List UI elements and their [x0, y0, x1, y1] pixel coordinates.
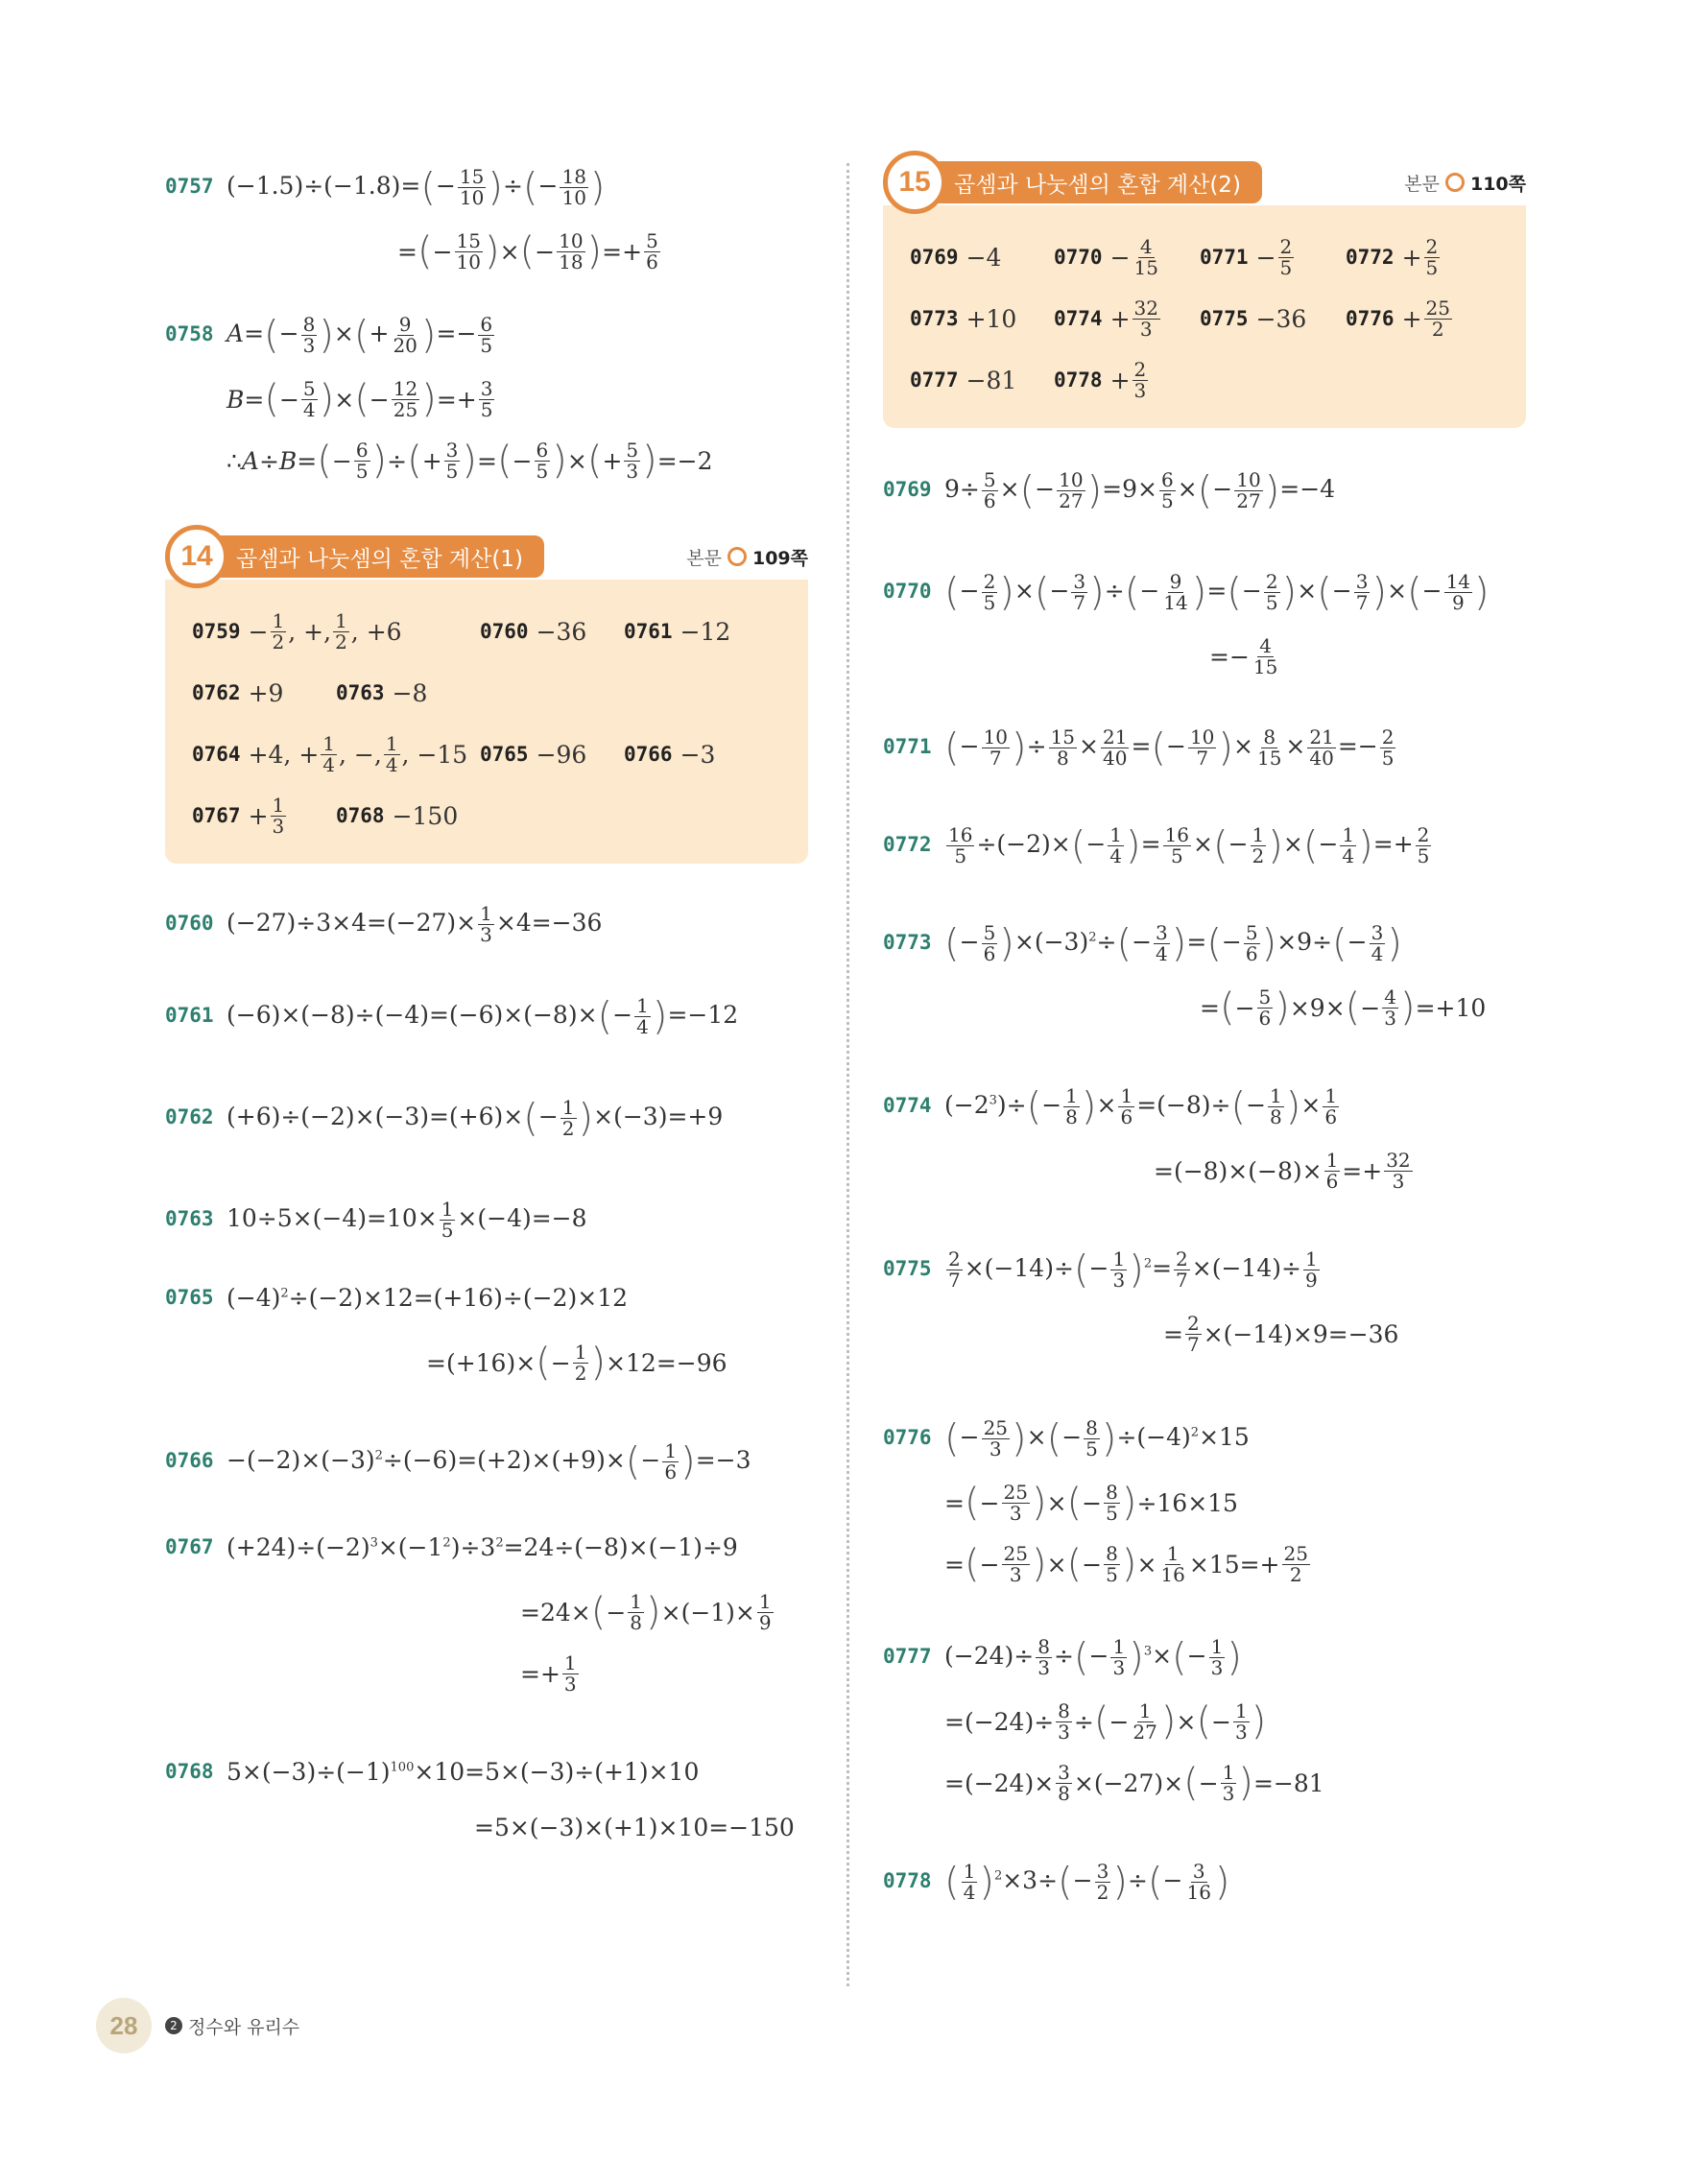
page-footer — [96, 1998, 299, 2053]
section-title: 곱셈과 나눗셈의 혼합 계산(1) — [211, 535, 544, 578]
solution-0767: 0767 $(+24)\div(-2)^3\times(-1^2)\div 3^2=24\div(-8)\times(-1)\div 9$ — [165, 1533, 738, 1561]
solution-0761: 0761 (−6)×(−8)÷(−4)=(−6)×(−8)×(− $\frac{1}{4}$ )=−12 — [165, 993, 739, 1038]
solution-0758: 0758 A=(− $\frac{8}{3}$ )×(+ $\frac{9}{20}$ )=− $\frac{6}{5}$ — [165, 312, 493, 357]
solution-0763: 0763 10÷5×(−4)=10× $\frac{1}{5}$ ×(−4)=−8 — [165, 1197, 587, 1242]
chapter-label: 2 정수와 유리수 — [165, 2013, 299, 2039]
arrow-circle-icon — [727, 547, 747, 566]
solution-0773: 0773 (− $\frac{5}{6}$ )$\times(-3)^2\div(-$ $\frac{3}{4}$ )=(− $\frac{5}{6}$ )×9÷(− $\frac{3}{4}$ ) — [883, 920, 1402, 965]
solution-0774: 0774 $(-2^3)\div(-$ $\frac{1}{8}$ )× $\frac{1}{6}$ =(−8)÷(− $\frac{1}{8}$ )× $\frac{1}{6}$ — [883, 1083, 1338, 1128]
section-number: 14 — [165, 525, 228, 588]
solution-0769: 0769 9÷ $\frac{5}{6}$ ×(− $\frac{10}{27}$ )=9× $\frac{6}{5}$ ×(− $\frac{10}{27}$ )=−4 — [883, 467, 1336, 512]
section-reference: 본문 110쪽 — [1404, 173, 1526, 195]
solution-0757: 0757 (−1.5)÷(−1.8)=(− $\frac{15}{10}$ )÷(− $\frac{18}{10}$ ) — [165, 164, 606, 209]
answer-box-14: 0759 − $\frac{1}{2}$ , +, $\frac{1}{2}$ , +6 0760 −36 0761 −12 0762 +9 0763 −8 0764 +4, + $\frac{1}{4}$ , −, $\frac{1}{4}$ , −15 0765 −96 0766 −3 0767 + $\frac{1}{3}$ 0768 −150 — [165, 580, 808, 864]
solution-0760: 0760 (−27)÷3×4=(−27)× $\frac{1}{3}$ ×4=−36 — [165, 901, 603, 946]
page-number: 28 — [96, 1998, 152, 2053]
section-reference: 본문 109쪽 — [686, 547, 808, 569]
solution-0775: 0775 $\frac{2}{7}$ ×(−14)÷(− $\frac{1}{3}$ )$^2$= $\frac{2}{7}$ ×(−14)÷ $\frac{1}{9}$ — [883, 1246, 1318, 1292]
right-column: 15 곱셈과 나눗셈의 혼합 계산(2) 본문 110쪽 0769 −4 0770 − $\frac{4}{15}$ 0771 − $\frac{2}{5}$ 0772 + $\frac{2}{5}$ 0773 +10 0774 + $\frac{32}{3}$ 0775 −36 0776 + $\frac{25}{2}$ 0777 −81 0778 + $\frac{2}{3}$ 0769 9÷ $\frac{5}{6}$ ×(− $\frac{10}{27}$ )=9× $\frac{6}{5}$ ×(− $\frac{10}{27}$ )=−4 0770 (− $\frac{2}{5}$ )×(− $\frac{3}{7}$ )÷(− $\frac{9}{14}$ )=(− $\frac{2}{5}$ )×(− $\frac{3}{7}$ )×(− $\frac{14}{9}$ ) =− $\frac{4}{15}$ 0771 (− $\frac{10}{7}$ )÷ $\frac{15}{8}$ × $\frac{21}{40}$ =(− $\frac{10}{7}$ )× $\frac{8}{15}$ × $\frac{21}{40}$ =− $\frac{2}{5}$ 0772 $\frac{16}{5}$ ÷(−2)×(− $\frac{1}{4}$ )= $\frac{16}{5}$ ×(− $\frac{1}{2}$ )×(− $\frac{1}{4}$ )=+ $\frac{2}{5}$ 0773 (− $\frac{5}{6}$ )$\times(-3)^2\div(-$ $\frac{3}{4}$ )=(− $\frac{5}{6}$ )×9÷(− $\frac{3}{4}$ ) = ( − $\frac{5}{6}$ ) ×9× ( − $\frac{4}{3}$ ) =+10 0774 $(-2^3)\div(-$ $\frac{1}{8}$ )× $\frac{1}{6}$ =(−8)÷(− $\frac{1}{8}$ )× $\frac{1}{6}$ =(−8)×(−8)× $\frac{1}{6}$ =+ $\frac{32}{3}$ 0775 $\frac{2}{7}$ ×(−14)÷(− $\frac{1}{3}$ )$^2$= $\frac{2}{7}$ ×(−14)÷ $\frac{1}{9}$ = $\frac{2}{7}$ ×(−14)×9=−36 0776 (− $\frac{25}{3}$ )×(− $\frac{8}{5}$ )$\div(-4)^2\times 15$ = ( − $\frac{25}{3}$ ) × ( − $\frac{8}{5}$ ) ÷16×15 = ( − $\frac{25}{3}$ ) × ( − $\frac{8}{5}$ ) × $\frac{1}{16}$ ×15=+ $\frac{25}{2}$ 0777 (−24)÷ $\frac{8}{3}$ ÷(− $\frac{1}{3}$ )$^3$×(− $\frac{1}{3}$ ) =(−24)÷ $\frac{8}{3}$ ÷ ( − $\frac{1}{27}$ ) × ( − $\frac{1}{3}$ ) =(−24)× $\frac{3}{8}$ ×(−27)× ( − $\frac{1}{3}$ ) =−81 0778 ( $\frac{1}{4}$ )$^2$×3÷(− $\frac{3}{2}$ )÷(− $\frac{3}{16}$ ) — [883, 154, 1526, 1915]
solution-0762: 0762 (+6)÷(−2)×(−3)=(+6)×(− $\frac{1}{2}$ )×(−3)=+9 — [165, 1095, 724, 1140]
answer-box-15: 0769 −4 0770 − $\frac{4}{15}$ 0771 − $\frac{2}{5}$ 0772 + $\frac{2}{5}$ 0773 +10 0774 + $\frac{32}{3}$ 0775 −36 0776 + $\frac{25}{2}$ 0777 −81 0778 + $\frac{2}{3}$ — [883, 205, 1526, 428]
section-15-header — [883, 154, 1526, 211]
solution-0766: 0766 $-(-2)\times(-3)^2\div(-6)=(+2)\times(+9)\times(-$ $\frac{1}{6}$ )=−3 — [165, 1438, 751, 1484]
chapter-number-icon: 2 — [165, 2017, 182, 2034]
solution-0768: 0768 $5\times(-3)\div(-1)^{100}\times 10=5\times(-3)\div(+1)\times 10$ — [165, 1758, 700, 1786]
arrow-circle-icon — [1445, 173, 1465, 192]
section-number: 15 — [883, 151, 946, 214]
solution-0772: 0772 $\frac{16}{5}$ ÷(−2)×(− $\frac{1}{4}$ )= $\frac{16}{5}$ ×(− $\frac{1}{2}$ )×(− $\frac{1}{4}$ )=+ $\frac{2}{5}$ — [883, 822, 1430, 867]
solution-0765: 0765 $(-4)^2\div(-2)\times 12=(+16)\div(-2)\times 12$ — [165, 1284, 629, 1312]
section-title: 곱셈과 나눗셈의 혼합 계산(2) — [929, 161, 1262, 203]
solution-0777: 0777 (−24)÷ $\frac{8}{3}$ ÷(− $\frac{1}{3}$ )$^3$×(− $\frac{1}{3}$ ) — [883, 1634, 1242, 1679]
column-divider — [846, 163, 849, 1986]
solution-0776: 0776 (− $\frac{25}{3}$ )×(− $\frac{8}{5}$ )$\div(-4)^2\times 15$ — [883, 1415, 1250, 1460]
left-column: 0757 (−1.5)÷(−1.8)=(− $\frac{15}{10}$ )÷(− $\frac{18}{10}$ ) = ( − $\frac{15}{10}$ ) × ( − $\frac{10}{18}$ ) =+ $\frac{5}{6}$ 0758 A=(− $\frac{8}{3}$ )×(+ $\frac{9}{20}$ )=− $\frac{6}{5}$ B = ( − $\frac{5}{4}$ ) × ( − $\frac{12}{25}$ ) =+ $\frac{3}{5}$ ∴ A ÷ B = ( − $\frac{6}{5}$ ) ÷ ( + $\frac{3}{5}$ ) = ( − $\frac{6}{5}$ ) × ( + $\frac{5}{3}$ ) =−2 14 곱셈과 나눗셈의 혼합 계산(1) 본문 109쪽 0759 − $\frac{1}{2}$ , +, $\frac{1}{2}$ , +6 0760 −36 0761 −12 0762 +9 0763 −8 0764 +4, + $\frac{1}{4}$ , −, $\frac{1}{4}$ , −15 0765 −96 0766 −3 0767 + $\frac{1}{3}$ 0768 −150 0760 (−27)÷3×4=(−27)× $\frac{1}{3}$ ×4=−36 0761 (−6)×(−8)÷(−4)=(−6)×(−8)×(− $\frac{1}{4}$ )=−12 0762 (+6)÷(−2)×(−3)=(+6)×(− $\frac{1}{2}$ )×(−3)=+9 0763 10÷5×(−4)=10× $\frac{1}{5}$ ×(−4)=−8 0765 $(-4)^2\div(-2)\times 12=(+16)\div(-2)\times 12$ =(+16)× ( − $\frac{1}{2}$ ) ×12=−96 0766 $-(-2)\times(-3)^2\div(-6)=(+2)\times(+9)\times(-$ $\frac{1}{6}$ )=−3 0767 $(+24)\div(-2)^3\times(-1^2)\div 3^2=24\div(-8)\times(-1)\div 9$ =24× ( − $\frac{1}{8}$ ) ×(−1)× $\frac{1}{9}$ =+ $\frac{1}{3}$ 0768 $5\times(-3)\div(-1)^{100}\times 10=5\times(-3)\div(+1)\times 10$ =5×(−3)×(+1)×10=−150 — [165, 154, 808, 1848]
section-14-header — [165, 528, 808, 585]
solution-0771: 0771 (− $\frac{10}{7}$ )÷ $\frac{15}{8}$ × $\frac{21}{40}$ =(− $\frac{10}{7}$ )× $\frac{8}{15}$ × $\frac{21}{40}$ =− $\frac{2}{5}$ — [883, 724, 1395, 770]
solution-0770: 0770 (− $\frac{2}{5}$ )×(− $\frac{3}{7}$ )÷(− $\frac{9}{14}$ )=(− $\frac{2}{5}$ )×(− $\frac{3}{7}$ )×(− $\frac{14}{9}$ ) — [883, 569, 1490, 614]
solution-0778: 0778 ( $\frac{1}{4}$ )$^2$×3÷(− $\frac{3}{2}$ )÷(− $\frac{3}{16}$ ) — [883, 1859, 1230, 1904]
